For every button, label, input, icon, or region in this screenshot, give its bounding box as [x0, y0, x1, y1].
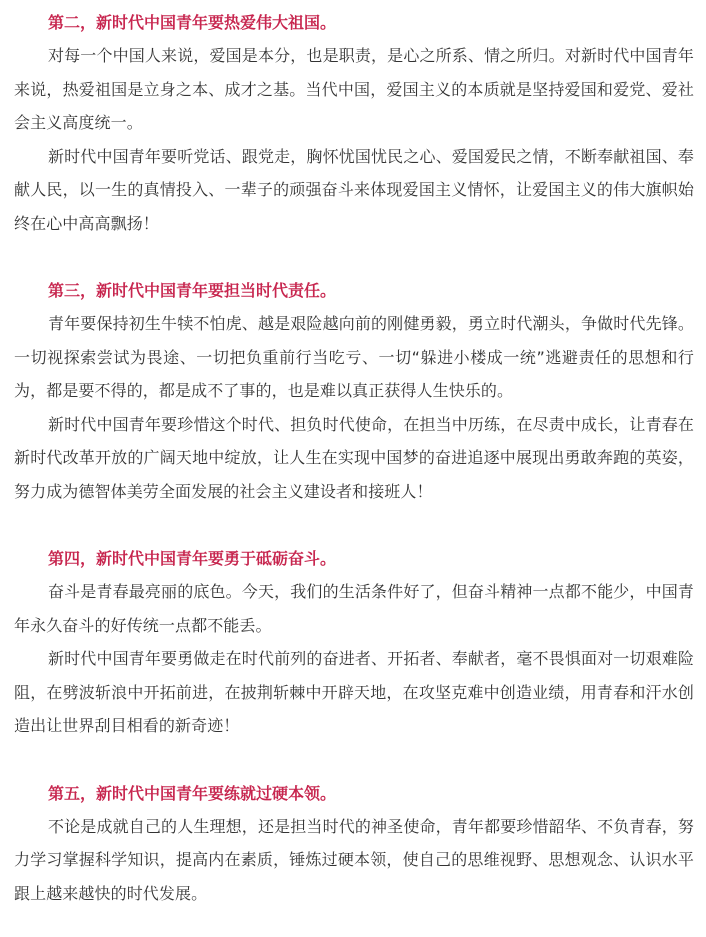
section-heading: 第四，新时代中国青年要勇于砥砺奋斗。 [48, 549, 337, 568]
paragraph: 新时代中国青年要听党话、跟党走，胸怀忧国忧民之心、爱国爱民之情，不断奉献祖国、奉献人民，以一生的真情投入、一辈子的顽强奋斗来体现爱国主义情怀，让爱国主义的伟大旗帜始终在心中高高飘扬！ [14, 146, 694, 233]
section-heading: 第五，新时代中国青年要练就过硬本领。 [48, 783, 337, 803]
paragraph: 新时代中国青年要勇做走在时代前列的奋进者、开拓者、奉献者，毫不畏惧面对一切艰难险阻，在劈波斩浪中开拓前进，在披荆斩棘中开辟天地，在攻坚克难中创造业绩，用青春和汗水创造出让世界刮目相看的新奇迹！ [14, 649, 694, 735]
paragraph: 青年要保持初生牛犊不怕虎、越是艰险越向前的刚健勇毅，勇立时代潮头，争做时代先锋。一切视探索尝试为畏途、一切把负重前行当吃亏、一切“躲进小楼成一统”逃避责任的思想和行为，都是要不得的，都是成不了事的，也是难以真正获得人生快乐的。 [14, 314, 694, 400]
section-heading: 第三，新时代中国青年要担当时代责任。 [48, 281, 337, 300]
paragraph: 对每一个中国人来说，爱国是本分，也是职责，是心之所系、情之所归。对新时代中国青年来说，热爱祖国是立身之本、成才之基。当代中国，爱国主义的本质就是坚持爱国和爱党、爱社会主义高度统一。 [14, 46, 694, 132]
article-body [14, 7, 694, 910]
paragraph: 新时代中国青年要珍惜这个时代、担负时代使命，在担当中历练，在尽责中成长，让青春在新时代改革开放的广阔天地中绽放，让人生在实现中国梦的奋进追逐中展现出勇敢奔跑的英姿，努力成为德智体美劳全面发展的社会主义建设者和接班人！ [14, 414, 694, 501]
section-master-skills [14, 778, 694, 911]
section-strive-hard [14, 543, 694, 743]
section-shoulder-responsibility [14, 275, 694, 508]
section-heading: 第二，新时代中国青年要热爱伟大祖国。 [48, 13, 337, 32]
section-love-motherland [14, 7, 694, 240]
paragraph: 不论是成就自己的人生理想，还是担当时代的神圣使命，青年都要珍惜韶华、不负青春，努力学习掌握科学知识，提高内在素质，锤炼过硬本领，使自己的思维视野、思想观念、认识水平跟上越来越快的时代发展。 [14, 816, 694, 903]
paragraph: 奋斗是青春最亮丽的底色。今天，我们的生活条件好了，但奋斗精神一点都不能少，中国青年永久奋斗的好传统一点都不能丢。 [14, 582, 694, 635]
